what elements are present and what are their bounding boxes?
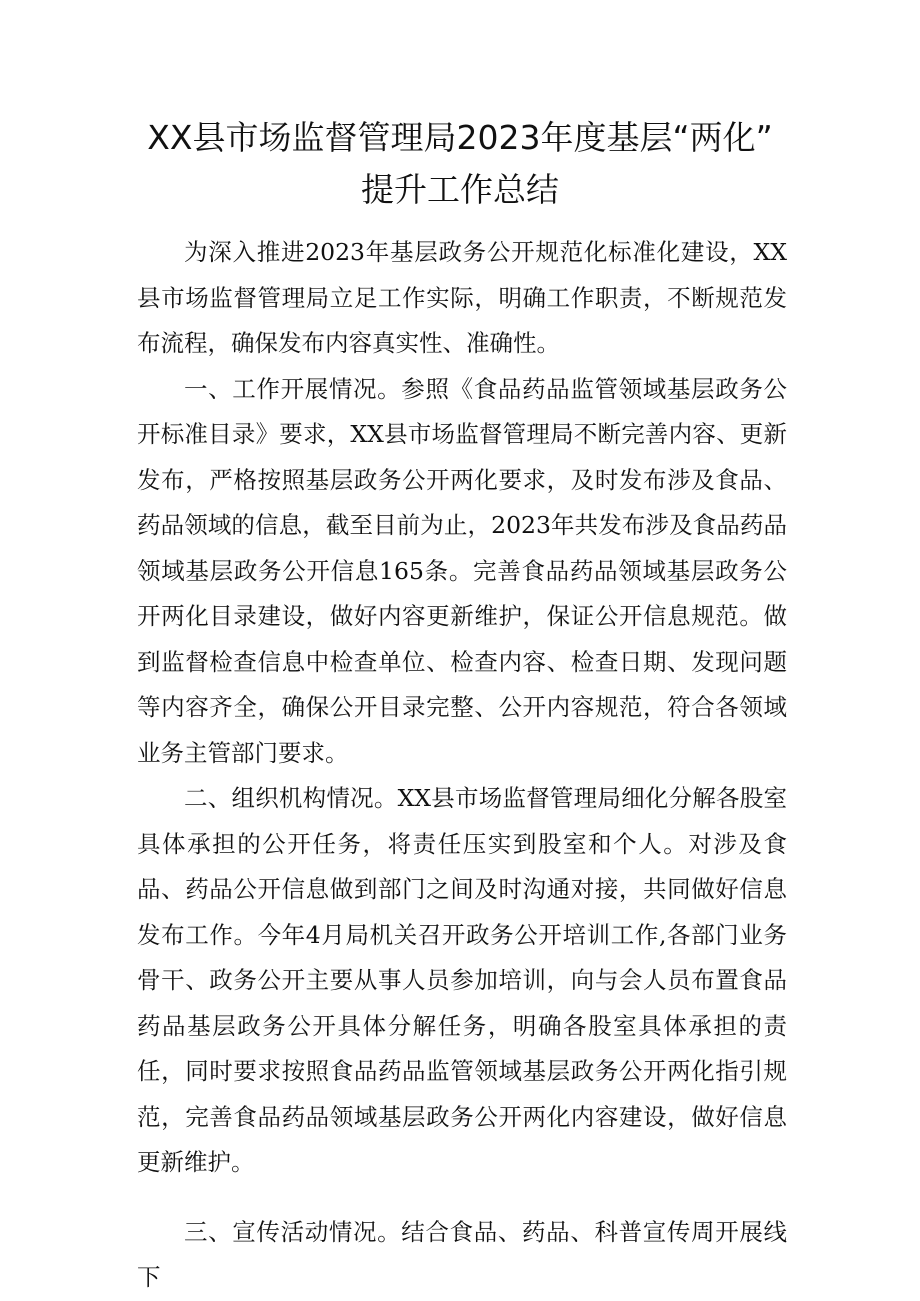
document-title: [100, 112, 820, 216]
title-line-1: XX县市场监督管理局2023年度基层“两化”: [147, 118, 773, 157]
paragraph-publicity: 三、宣传活动情况。结合食品、药品、科普宣传周开展线下: [137, 1217, 787, 1291]
paragraph-intro: 为深入推进2023年基层政务公开规范化标准化建设，XX县市场监督管理局立足工作实际，明确工作职责，不断规范发布流程，确保发布内容真实性、准确性。: [137, 238, 787, 357]
paragraph-work-progress: 一、工作开展情况。参照《食品药品监管领域基层政务公开标准目录》要求，XX县市场监督管理局不断完善内容、更新发布，严格按照基层政务公开两化要求，及时发布涉及食品、药品领域的信息，截至目前为止，2023年共发布涉及食品药品领域基层政务公开信息165条。完善食品药品领域基层政务公开两化目录建设，做好内容更新维护，保证公开信息规范。做到监督检查信息中检查单位、检查内容、检查日期、发现问题等内容齐全，确保公开目录完整、公开内容规范，符合各领域业务主管部门要求。: [137, 374, 787, 767]
paragraph-organization: 二、组织机构情况。XX县市场监督管理局细化分解各股室具体承担的公开任务，将责任压实到股室和个人。对涉及食品、药品公开信息做到部门之间及时沟通对接，共同做好信息发布工作。今年4月局机关召开政务公开培训工作,各部门业务骨干、政务公开主要从事人员参加培训，向与会人员布置食品药品基层政务公开具体分解任务，明确各股室具体承担的责任，同时要求按照食品药品监管领域基层政务公开两化指引规范，完善食品药品领域基层政务公开两化内容建设，做好信息更新维护。: [137, 784, 787, 1176]
title-line-2: 提升工作总结: [361, 170, 559, 209]
document-body: [137, 230, 787, 1301]
